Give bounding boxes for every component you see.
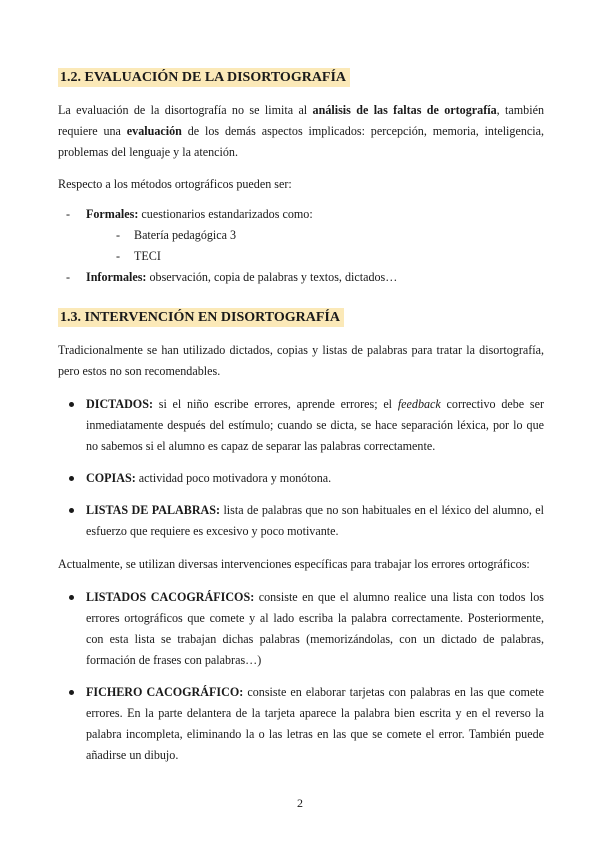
list-item-listas: LISTAS DE PALABRAS: lista de palabras que no son habituales en el léxico del alumno, el esfuerzo que requiere es excesivo y poco motivante. xyxy=(58,500,544,542)
metodos-tradicionales-list xyxy=(58,394,544,542)
list-item-listados-cacograficos: LISTADOS CACOGRÁFICOS: consiste en que el alumno realice una lista con todos los errores ortográficos que comete y al lado escriba la palabra correctamente. Posteriormente, con esta lista se trabajan dichas palabras (memorizándolas, con un dictado de palabras, formación de frases con palabras…) xyxy=(58,587,544,671)
list-item-fichero-cacografico: FICHERO CACOGRÁFICO: consiste en elaborar tarjetas con palabras en las que comete errores. En la parte delantera de la tarjeta aparece la palabra bien escrita y en el reverso la palabra incompleta, eliminando la o las letras en las que se comete el error. También puede añadirse un dibujo. xyxy=(58,682,544,766)
section-heading-intervencion: 1.3. INTERVENCIÓN EN DISORTOGRAFÍA xyxy=(58,310,544,326)
bullet-icon xyxy=(69,690,74,695)
list-item-informales: - Informales: observación, copia de palabras y textos, dictados… xyxy=(66,270,398,284)
page-number: 2 xyxy=(297,796,303,810)
bullet-icon xyxy=(69,595,74,600)
bullet-icon xyxy=(69,476,74,481)
intervenciones-list xyxy=(58,587,544,766)
list-item-formales: - Formales: cuestionarios estandarizados como: - Batería pedagógica 3 - TECI xyxy=(58,204,544,267)
metodos-paragraph: Respecto a los métodos ortográficos pueden ser: xyxy=(58,177,292,191)
document-page xyxy=(58,66,544,777)
list-item-copias: COPIAS: actividad poco motivadora y monótona. xyxy=(58,468,544,489)
actualmente-paragraph: Actualmente, se utilizan diversas intervenciones específicas para trabajar los errores ortográficos: xyxy=(58,557,530,571)
bullet-icon xyxy=(69,402,74,407)
list-item-dictados: DICTADOS: si el niño escribe errores, aprende errores; el feedback correctivo debe ser inmediatamente después del estímulo; cuando se dicta, se hace separación léxica, por lo que no sabemos si el alumno es capaz de separar las palabras correctamente. xyxy=(58,394,544,457)
metodos-list xyxy=(58,204,544,288)
bullet-icon xyxy=(69,508,74,513)
list-item-teci: - TECI xyxy=(116,249,161,263)
list-item-bateria: - Batería pedagógica 3 xyxy=(116,228,237,242)
section-heading-evaluacion: 1.2. EVALUACIÓN DE LA DISORTOGRAFÍA xyxy=(58,70,544,86)
formales-sublist xyxy=(86,225,544,267)
tradicional-paragraph: Tradicionalmente se han utilizado dictados, copias y listas de palabras para tratar la disortografía, pero estos no son recomendables. xyxy=(58,343,544,378)
evaluacion-paragraph: La evaluación de la disortografía no se limita al análisis de las faltas de ortografía, también requiere una evaluación de los demás aspectos implicados: percepción, memoria, inteligencia, problemas del lenguaje y la atención. xyxy=(58,103,545,159)
